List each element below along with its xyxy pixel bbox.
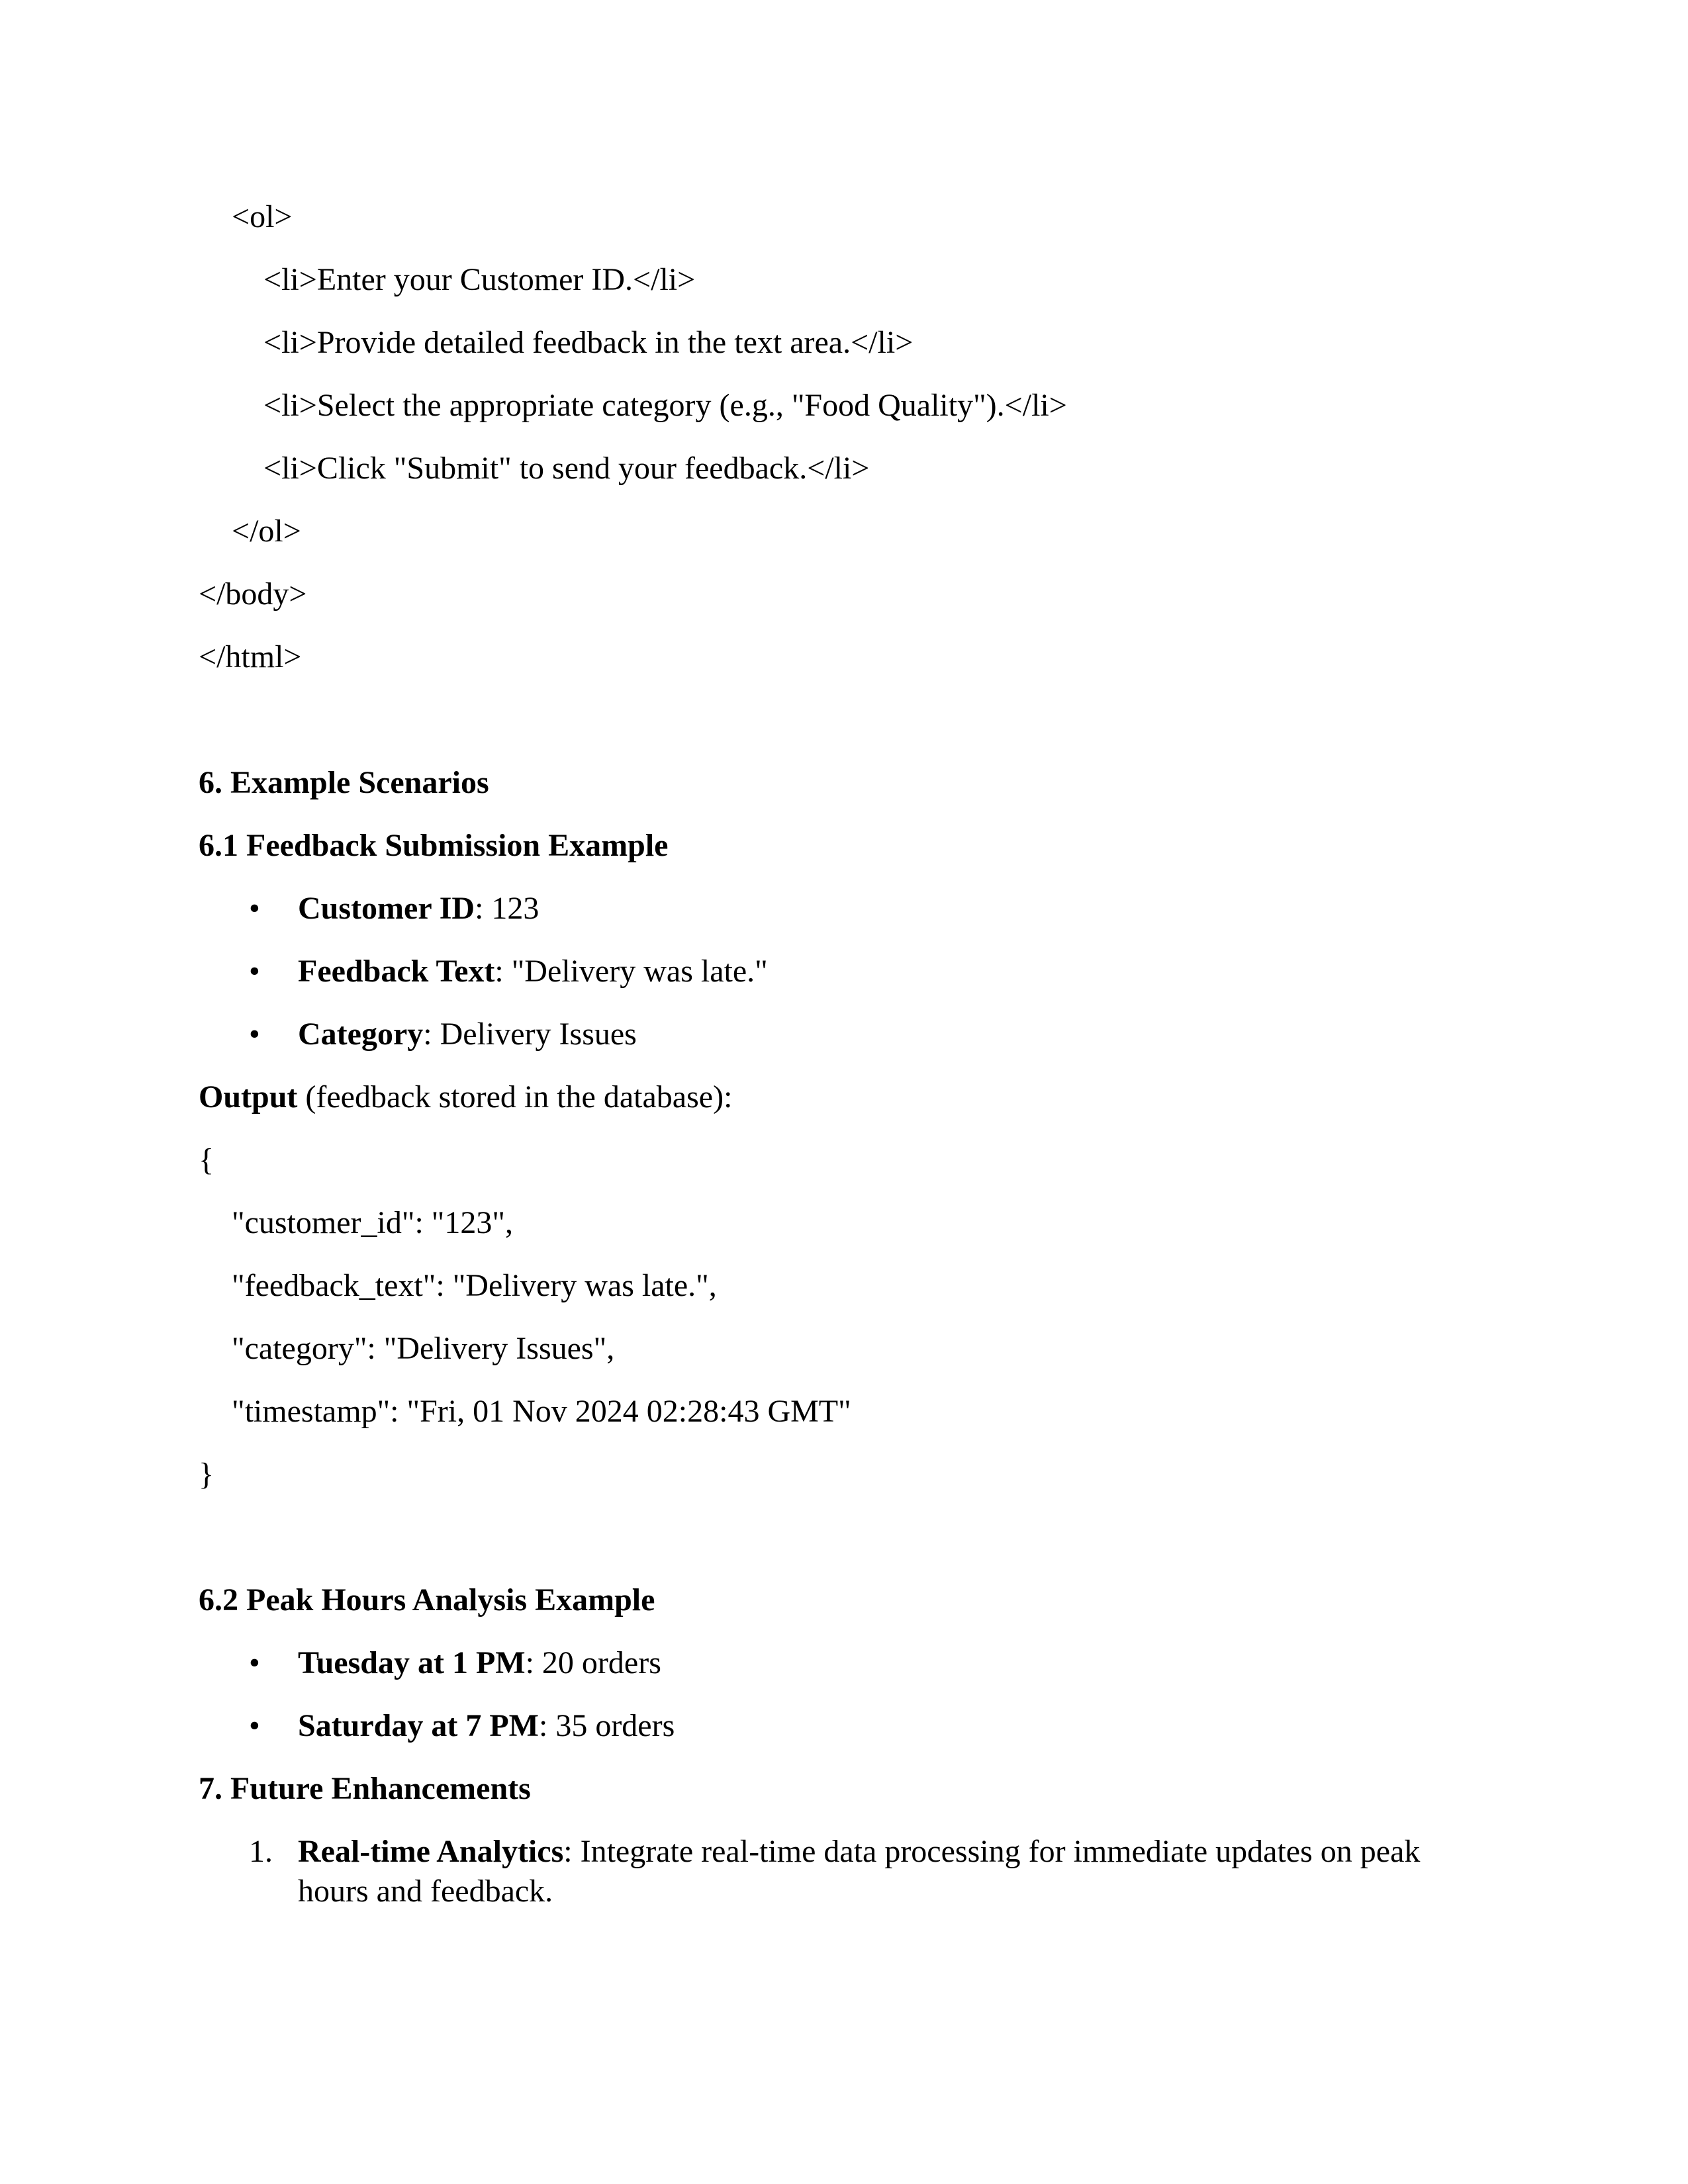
bullet-item [298,953,768,990]
bullet-label: Tuesday at 1 PM [298,1645,526,1680]
output-text: (feedback stored in the database): [297,1079,733,1115]
code-line: </html> [199,639,302,674]
bullet-marker: • [249,1017,260,1052]
code-line: <li>Click "Submit" to send your feedback.</li> [263,451,870,486]
bullet-label: Category [298,1017,424,1052]
bullet-item [298,1645,661,1682]
bullet-item [298,890,539,927]
bullet-label: Saturday at 7 PM [298,1708,539,1743]
bullet-marker: • [249,891,260,926]
code-line: </body> [199,576,307,612]
bullet-label: Feedback Text [298,954,495,989]
item-label: Real-time Analytics [298,1834,564,1869]
subsection-heading: 6.1 Feedback Submission Example [199,828,669,863]
code-line: </ol> [232,514,301,549]
bullet-value: : 123 [475,891,539,926]
json-line: "category": "Delivery Issues", [232,1331,615,1366]
code-line: <li>Select the appropriate category (e.g., "Food Quality").</li> [263,388,1067,423]
code-line: <ol> [232,199,293,234]
bullet-value: : "Delivery was late." [494,954,768,989]
json-line: } [199,1457,214,1492]
list-number: 1. [249,1834,273,1869]
bullet-value: : 35 orders [538,1708,675,1743]
numbered-item [298,1833,1420,1870]
bullet-label: Customer ID [298,891,475,926]
json-line: "feedback_text": "Delivery was late.", [232,1268,717,1303]
code-line: <li>Provide detailed feedback in the text area.</li> [263,325,914,360]
bullet-value: : Delivery Issues [423,1017,637,1052]
json-line: "timestamp": "Fri, 01 Nov 2024 02:28:43 GMT" [232,1394,851,1429]
section-heading: 6. Example Scenarios [199,765,489,800]
output-line [199,1079,732,1116]
output-label: Output [199,1079,298,1115]
bullet-marker: • [249,1708,260,1743]
bullet-value: : 20 orders [525,1645,661,1680]
section-heading: 7. Future Enhancements [199,1771,531,1806]
numbered-item-continuation: hours and feedback. [298,1874,553,1909]
bullet-marker: • [249,1645,260,1680]
subsection-heading: 6.2 Peak Hours Analysis Example [199,1582,655,1617]
json-line: { [199,1142,214,1177]
bullet-marker: • [249,954,260,989]
bullet-item [298,1707,675,1745]
code-line: <li>Enter your Customer ID.</li> [263,262,696,297]
item-text: : Integrate real-time data processing for immediate updates on peak [563,1834,1421,1869]
bullet-item [298,1016,637,1053]
json-line: "customer_id": "123", [232,1205,513,1240]
